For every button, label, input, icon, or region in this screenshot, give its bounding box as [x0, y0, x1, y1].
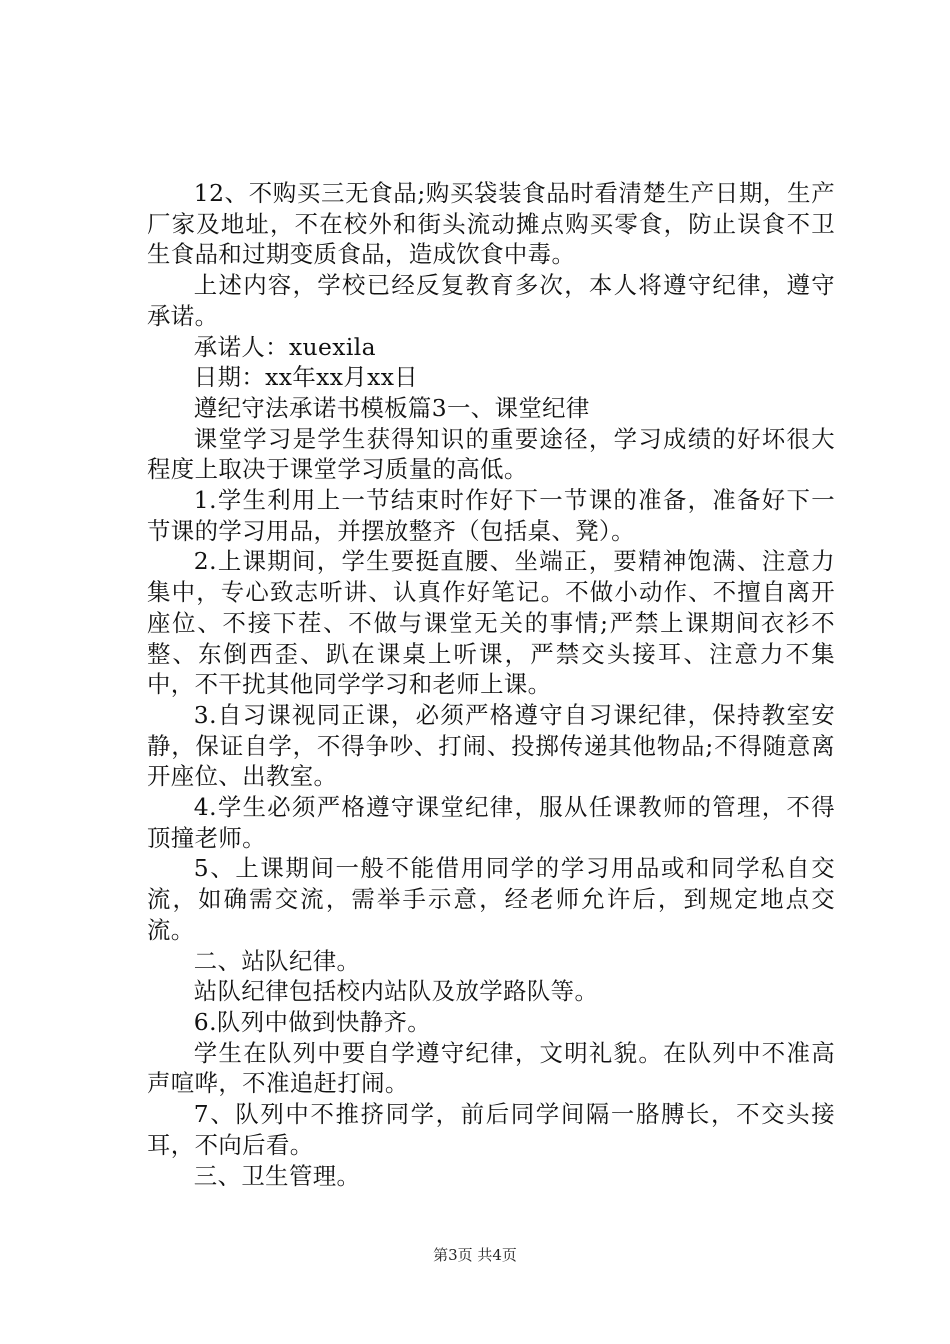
paragraph-rule-1: 1.学生利用上一节结束时作好下一节课的准备，准备好下一节课的学习用品，并摆放整齐（包括桌、凳）。 — [147, 486, 835, 545]
section-heading-lineup: 二、站队纪律。 — [193, 946, 361, 975]
document-body — [147, 178, 835, 1191]
paragraph-rule-2: 2.上课期间，学生要挺直腰、坐端正，要精神饱满、注意力集中，专心致志听讲、认真作好笔记。不做小动作、不擅自离开座位、不接下茬、不做与课堂无关的事情;严禁上课期间衣衫不整、东倒西歪、趴在课桌上听课，严禁交头接耳、注意力不集中，不干扰其他同学学习和老师上课。 — [147, 547, 835, 699]
paragraph-date: 日期：xx年xx月xx日 — [193, 363, 419, 392]
section-heading-classroom: 遵纪守法承诺书模板篇3一、课堂纪律 — [193, 393, 590, 422]
paragraph-pledge-statement: 上述内容，学校已经反复教育多次，本人将遵守纪律，遵守承诺。 — [147, 271, 835, 330]
paragraph-lineup-intro: 站队纪律包括校内站队及放学路队等。 — [193, 977, 599, 1006]
paragraph-pledger: 承诺人：xuexila — [193, 332, 376, 361]
paragraph-rule-4: 4.学生必须严格遵守课堂纪律，服从任课教师的管理，不得顶撞老师。 — [147, 793, 835, 852]
page-number-footer: 第3页 共4页 — [433, 1246, 517, 1264]
paragraph-item-12-food: 12、不购买三无食品;购买袋装食品时看清楚生产日期，生产厂家及地址，不在校外和街头流动摊点购买零食，防止误食不卫生食品和过期变质食品，造成饮食中毒。 — [147, 179, 835, 269]
paragraph-rule-3: 3.自习课视同正课，必须严格遵守自习课纪律，保持教室安静，保证自学，不得争吵、打闹、投掷传递其他物品;不得随意离开座位、出教室。 — [147, 700, 835, 791]
paragraph-rule-5: 5、上课期间一般不能借用同学的学习用品或和同学私自交流，如确需交流，需举手示意，经老师允许后，到规定地点交流。 — [147, 854, 835, 944]
paragraph-classroom-intro: 课堂学习是学生获得知识的重要途径，学习成绩的好坏很大程度上取决于课堂学习质量的高低。 — [147, 424, 835, 484]
paragraph-lineup-conduct: 学生在队列中要自学遵守纪律，文明礼貌。在队列中不准高声喧哗，不准追赶打闹。 — [147, 1038, 835, 1098]
paragraph-rule-6: 6.队列中做到快静齐。 — [193, 1007, 432, 1036]
paragraph-rule-7: 7、队列中不推挤同学，前后同学间隔一胳膊长，不交头接耳，不向后看。 — [147, 1100, 835, 1159]
section-heading-hygiene: 三、卫生管理。 — [193, 1161, 361, 1190]
